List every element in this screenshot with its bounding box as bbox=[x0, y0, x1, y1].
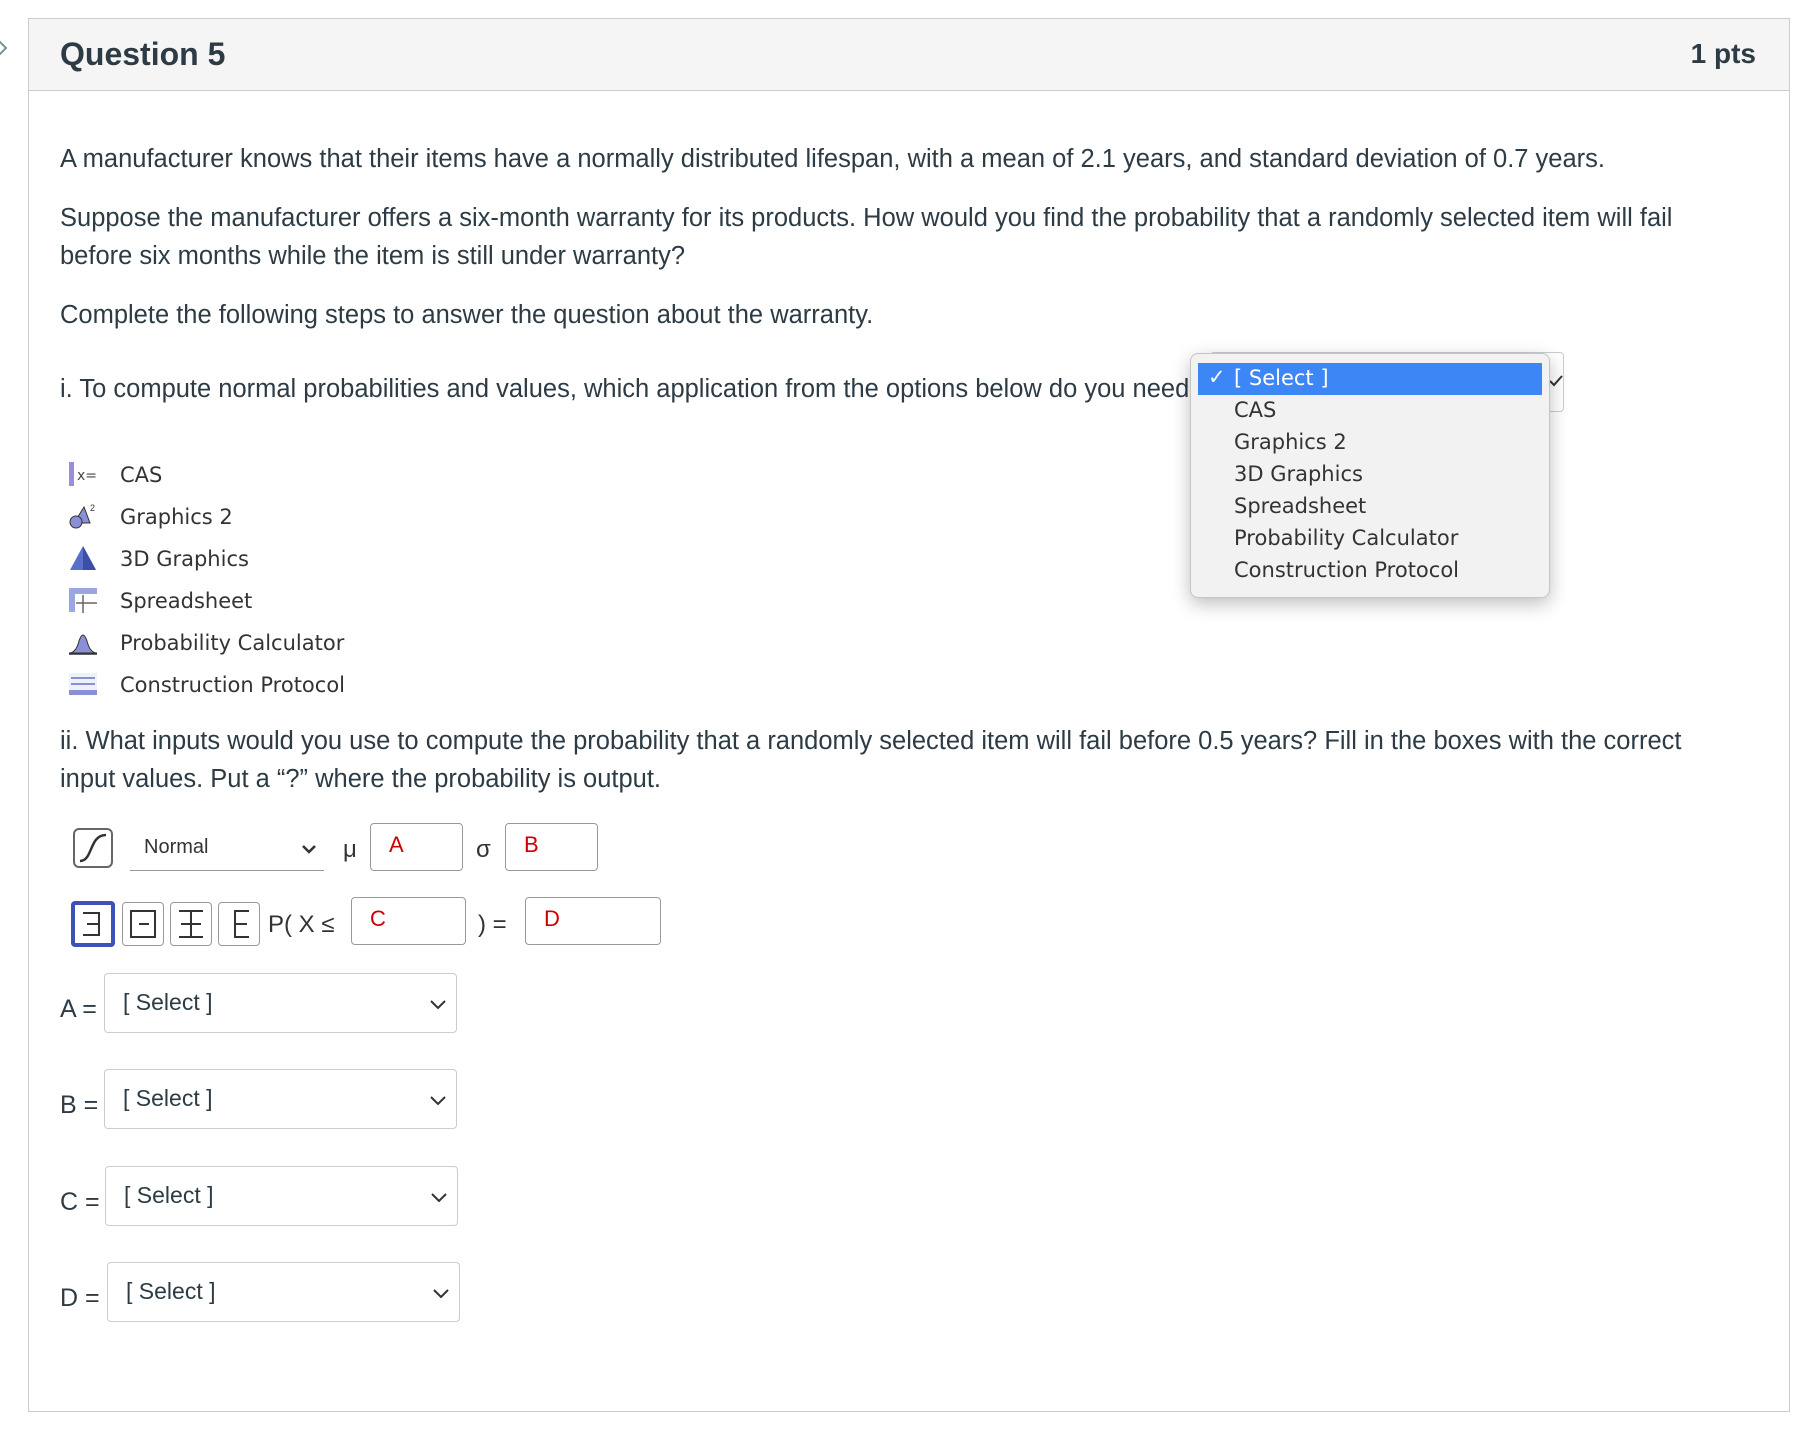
probability-result-output: D bbox=[525, 897, 661, 945]
checkmark-icon bbox=[1548, 374, 1564, 388]
chevron-down-icon bbox=[428, 994, 448, 1014]
distribution-curve-icon[interactable] bbox=[73, 828, 113, 868]
dropdown-option-3d-graphics[interactable]: 3D Graphics bbox=[1234, 462, 1363, 486]
x-value-input[interactable]: C bbox=[351, 897, 466, 945]
answer-select-d[interactable]: [ Select ] bbox=[107, 1262, 460, 1322]
app-label: Construction Protocol bbox=[120, 673, 346, 697]
chevron-down-icon bbox=[428, 1090, 448, 1110]
sigma-label: σ bbox=[476, 836, 491, 863]
distribution-value: Normal bbox=[144, 836, 209, 858]
dropdown-option-spreadsheet[interactable]: Spreadsheet bbox=[1234, 494, 1367, 518]
answer-select-b[interactable]: [ Select ] bbox=[104, 1069, 457, 1129]
spreadsheet-icon bbox=[68, 585, 98, 615]
app-label: 3D Graphics bbox=[120, 547, 249, 571]
question-paragraph-3: Complete the following steps to answer the question about the warranty. bbox=[60, 301, 874, 329]
app-item-cas bbox=[68, 455, 468, 497]
construction-protocol-icon bbox=[68, 669, 98, 699]
svg-text:2: 2 bbox=[90, 503, 96, 513]
dropdown-option-cas[interactable]: CAS bbox=[1234, 398, 1277, 422]
app-item-probability-calculator bbox=[68, 623, 468, 665]
selected-check-icon: ✓ bbox=[1208, 365, 1226, 389]
chevron-down-icon bbox=[300, 840, 318, 858]
question-title: Question 5 bbox=[60, 36, 226, 72]
question-header bbox=[28, 18, 1790, 91]
app-item-construction-protocol bbox=[68, 665, 468, 707]
sigma-input[interactable]: B bbox=[505, 823, 598, 871]
probability-prefix: P( X ≤ bbox=[268, 911, 335, 938]
app-item-graphics-2 bbox=[68, 497, 468, 539]
cas-icon bbox=[68, 459, 98, 489]
answer-select-a[interactable]: [ Select ] bbox=[104, 973, 457, 1033]
probability-calculator-icon bbox=[68, 627, 98, 657]
answer-select-c[interactable]: [ Select ] bbox=[105, 1166, 458, 1226]
app-label: Probability Calculator bbox=[120, 631, 345, 655]
answer-label-d: D = bbox=[60, 1284, 100, 1312]
mu-input[interactable]: A bbox=[370, 823, 463, 871]
3d-graphics-icon bbox=[68, 543, 98, 573]
application-dropdown-menu bbox=[1190, 353, 1550, 598]
chevron-down-icon bbox=[429, 1187, 449, 1207]
mu-label: μ bbox=[343, 836, 357, 863]
chevron-down-icon bbox=[431, 1283, 451, 1303]
app-label: CAS bbox=[120, 463, 163, 487]
question-flag-arrow-icon bbox=[0, 36, 12, 60]
right-sided-interval-button[interactable] bbox=[218, 902, 260, 946]
answer-label-c: C = bbox=[60, 1188, 100, 1216]
two-tailed-interval-button[interactable] bbox=[170, 902, 212, 946]
app-label: Graphics 2 bbox=[120, 505, 233, 529]
answer-label-a: A = bbox=[60, 995, 97, 1023]
question-paragraph-1: A manufacturer knows that their items have a normally distributed lifespan, with a mean of 2.1 years, and standard deviation of 0.7 years. bbox=[60, 145, 1605, 173]
app-item-spreadsheet bbox=[68, 581, 468, 623]
distribution-select[interactable] bbox=[130, 828, 324, 871]
probability-suffix: ) = bbox=[478, 911, 507, 938]
svg-text:x=: x= bbox=[77, 468, 98, 484]
question-points: 1 pts bbox=[1690, 38, 1756, 69]
question-paragraph-2: Suppose the manufacturer offers a six-month warranty for its products. How would you find the probability that a randomly selected item will fail before six months while the item is still under warranty? bbox=[60, 204, 1673, 270]
interval-button[interactable] bbox=[122, 902, 164, 946]
question-paragraph-5: ii. What inputs would you use to compute the probability that a randomly selected item will fail before 0.5 years? Fill in the boxes with the correct input values. Put a “?” where the probability is output. bbox=[60, 727, 1682, 793]
question-paragraph-4: i. To compute normal probabilities and values, which application from the options below do you need bbox=[60, 375, 1190, 403]
left-sided-interval-button[interactable] bbox=[71, 901, 115, 947]
answer-label-b: B = bbox=[60, 1091, 99, 1119]
graphics2-icon bbox=[68, 501, 98, 531]
app-label: Spreadsheet bbox=[120, 589, 253, 613]
dropdown-option-select[interactable]: ✓ [ Select ] bbox=[1198, 363, 1542, 395]
dropdown-option-graphics-2[interactable]: Graphics 2 bbox=[1234, 430, 1347, 454]
dropdown-option-probability-calculator[interactable]: Probability Calculator bbox=[1234, 526, 1459, 550]
app-item-3d-graphics bbox=[68, 539, 468, 581]
dropdown-option-construction-protocol[interactable]: Construction Protocol bbox=[1234, 558, 1460, 582]
